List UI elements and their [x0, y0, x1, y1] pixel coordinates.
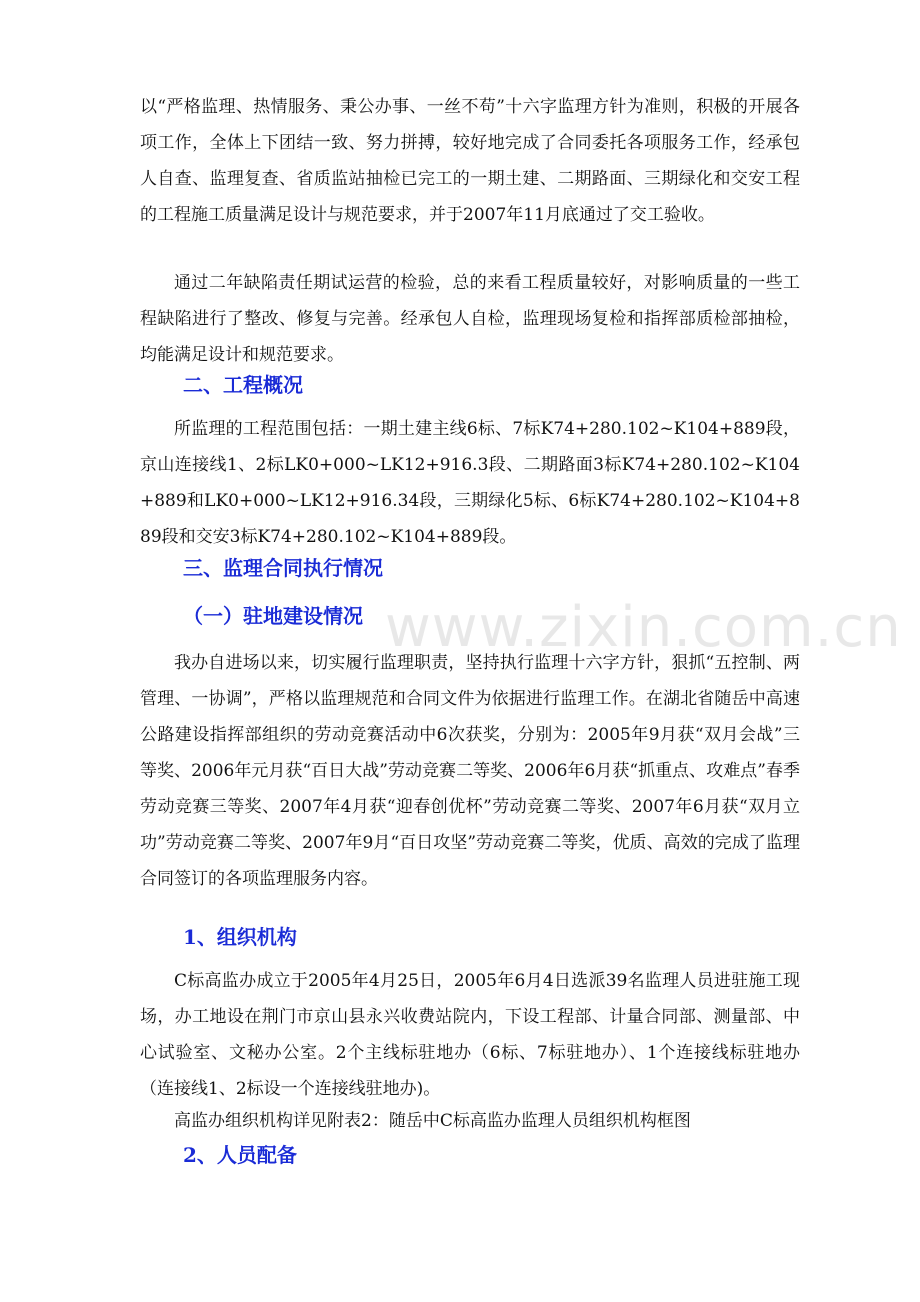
heading-contract-execution: 三、监理合同执行情况 [183, 556, 383, 580]
paragraph-org-chart-reference: 高监办组织机构详见附表2：随岳中C标高监办监理人员组织机构框图 [174, 1111, 691, 1131]
paragraph-defect-period: 通过二年缺陷责任期试运营的检验，总的来看工程质量较好，对影响质量的一些工程缺陷进行了整改、修复与完善。经承包人自检，监理现场复检和指挥部质检部抽检，均能满足设计和规范要求。 [140, 273, 800, 365]
watermark-text: www.zixin.com.cn [385, 595, 902, 660]
heading-project-overview: 二、工程概况 [183, 373, 303, 397]
heading-organization: 1、组织机构 [183, 925, 297, 949]
paragraph-organization: C标高监办成立于2005年4月25日，2005年6月4日选派39名监理人员进驻施工现场，办工地设在荆门市京山县永兴收费站院内，下设工程部、计量合同部、测量部、中心试验室、文秘办公室。2个主线标驻地办（6标、7标驻地办）、1个连接线标驻地办（连接线1、2标设一个连接线驻地办)。 [140, 971, 800, 1099]
heading-staffing: 2、人员配备 [183, 1143, 297, 1167]
paragraph-intro: 以“严格监理、热情服务、秉公办事、一丝不苟”十六字监理方针为准则，积极的开展各项工作，全体上下团结一致、努力拼搏，较好地完成了合同委托各项服务工作，经承包人自查、监理复查、省质监站抽检已完工的一期土建、二期路面、三期绿化和交安工程的工程施工质量满足设计与规范要求，并于2007年11月底通过了交工验收。 [140, 97, 800, 225]
heading-site-construction: （一）驻地建设情况 [183, 604, 363, 628]
paragraph-project-scope: 所监理的工程范围包括：一期土建主线6标、7标K74+280.102~K104+889段，京山连接线1、2标LK0+000~LK12+916.3段、二期路面3标K74+280.102~K104+889和LK0+000~LK12+916.34段，三期绿化5标、6标K74+280.102~K104+889段和交安3标K74+280.102~K104+889段。 [140, 419, 800, 547]
paragraph-awards: 我办自进场以来，切实履行监理职责，坚持执行监理十六字方针，狠抓“五控制、两管理、一协调”，严格以监理规范和合同文件为依据进行监理工作。在湖北省随岳中高速公路建设指挥部组织的劳动竞赛活动中6次获奖，分别为：2005年9月获“双月会战”三等奖、2006年元月获“百日大战”劳动竞赛二等奖、2006年6月获“抓重点、攻难点”春季劳动竞赛三等奖、2007年4月获“迎春创优杯”劳动竞赛二等奖、2007年6月获“双月立功”劳动竞赛二等奖、2007年9月“百日攻坚”劳动竞赛二等奖，优质、高效的完成了监理合同签订的各项监理服务内容。 [140, 653, 800, 889]
